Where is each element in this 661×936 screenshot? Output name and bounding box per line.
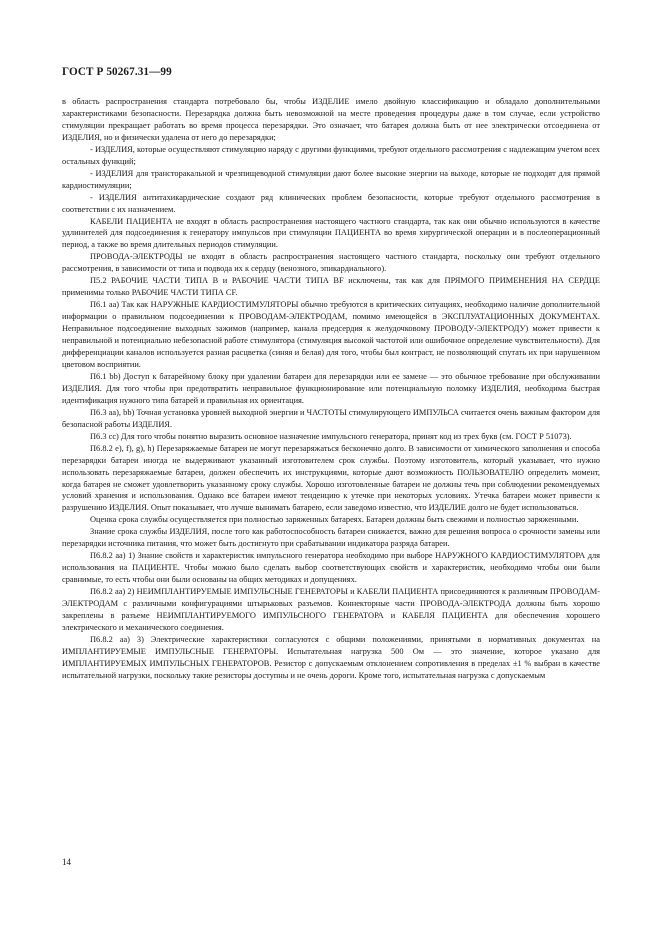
paragraph: П5.2 РАБОЧИЕ ЧАСТИ ТИПА В и РАБОЧИЕ ЧАСТИ ТИПА BF исключены, так как для ПРЯМОГО ПРИМЕНЕНИЯ НА СЕРДЦЕ применимы только РАБОЧИЕ ЧАСТИ ТИПА CF.	[62, 276, 600, 298]
paragraph: П6.8.2 аа) 1) Знание свойств и характеристик импульсного генератора необходимо при выборе НАРУЖНОГО КАРДИОСТИМУЛЯТОРА для использования на ПАЦИЕНТЕ. Чтобы можно было сделать выбор соответствующих свойств и характеристик, необходимо чтобы они были сравнимые, то есть чтобы они были основаны на общих методиках и допущениях.	[62, 551, 600, 585]
paragraph: Оценка срока службы осуществляется при полностью заряженных батареях. Батареи должны быть свежими и полностью заряженными.	[90, 515, 579, 525]
document-body	[62, 96, 600, 682]
paragraph: ПРОВОДА-ЭЛЕКТРОДЫ не входят в область распространения настоящего частного стандарта, поскольку они требуют отдельного рассмотрения, в зависимости от типа и подвода их к сердцу (венозного, эпикардиального).	[62, 252, 600, 274]
paragraph: П6.1 аа) Так как НАРУЖНЫЕ КАРДИОСТИМУЛЯТОРЫ обычно требуются в критических ситуациях, необходимо наличие дополнительной информации о правильном подсоединении к ПРОВОДАМ-ЭЛЕКТРОДАМ, помимо имеющейся в ЭКСПЛУАТАЦИОННЫХ ДОКУМЕНТАХ. Неправильное подсоединение выходных зажимов (например, канала предсердия к желудочковому ПРОВОДУ-ЭЛЕКТРОДУ) может привести к неправильной и потенциально небезопасной работе стимулятора (стимуляция высокой частотой или ошибочное определение чувствительности). Для дифференциации каналов используется разная расцветка (синяя и белая) для того, чтобы был контраст, не позволяющий спутать их при нарушенном цветовом восприятии.	[62, 300, 600, 369]
paragraph: П6.8.2 аа) 3) Электрические характеристики согласуются с общими положениями, принятыми в нормативных документах на ИМПЛАНТИРУЕМЫЕ ИМПУЛЬСНЫЕ ГЕНЕРАТОРЫ. Испытательная нагрузка 500 Ом — это значение, которое указано для ИМПЛАНТИРУЕМЫХ ИМПУЛЬСНЫХ ГЕНЕРАТОРОВ. Резистор с допускаемым отклонением сопротивления в пределах ±1 % выбран в качестве испытательной нагрузки, поскольку такие резисторы доступны и не очень дороги. Кроме того, испытательная нагрузка с допускаемым	[62, 634, 600, 680]
paragraph: П6.3 сс) Для того чтобы понятно выразить основное назначение импульсного генератора, принят код из трех букв (см. ГОСТ Р 51073).	[90, 431, 572, 441]
paragraph: Знание срока службы ИЗДЕЛИЯ, после того как работоспособность батареи снижается, важно для решения вопроса о срочности замены или перезарядки источника питания, что может быть достигнуто при срабатывании индикатора разряда батареи.	[62, 527, 600, 549]
list-item: - ИЗДЕЛИЯ для трансторакальной и чрезпищеводной стимуляции дают более высокие энергии на выходе, которые не подходят для прямой кардиостимуляции;	[62, 168, 600, 190]
list-item: - ИЗДЕЛИЯ антитахикардические создают ряд клинических проблем безопасности, которые требуют отдельного рассмотрения в соответствии с их назначением.	[62, 192, 600, 214]
list-item: - ИЗДЕЛИЯ, которые осуществляют стимуляцию наряду с другими функциями, требуют отдельного рассмотрения с надлежащим учетом всех остальных функций;	[62, 144, 600, 166]
page-number: 14	[62, 857, 71, 867]
paragraph: П6.8.2 е), f), g), h) Перезаряжаемые батареи не могут перезаряжаться бесконечно долго. В зависимости от химического заполнения и способа перезарядки батареи иногда не выдерживают указанный изготовителем срок службы. Поэтому изготовитель, который указывает, что нужно использовать перезаряжаемые батареи, должен обеспечить их инструкциями, которые дают возможность ПОЛЬЗОВАТЕЛЮ определить момент, когда батарея не сможет удовлетворить указанному сроку службы. Хорошо изготовленные батареи не должны течь при соблюдении рекомендуемых условий хранения и использования. Однако все батареи имеют тенденцию к утечке при некоторых условиях. Утечка батареи может привести к разрушению ИЗДЕЛИЯ. Опыт показывает, что лучше вынимать батарею, если заведомо известно, что ИЗДЕЛИЕ долго не будет использоваться.	[62, 443, 600, 513]
paragraph: П6.8.2 аа) 2) НЕИМПЛАНТИРУЕМЫЕ ИМПУЛЬСНЫЕ ГЕНЕРАТОРЫ и КАБЕЛИ ПАЦИЕНТА присоединяются к различным ПРОВОДАМ-ЭЛЕКТРОДАМ с различными конфигурациями штырьковых разъемов. Коннекторные части ПРОВОДА-ЭЛЕКТРОДА должны быть хорошо закреплены в разъеме НЕИМПЛАНТИРУЕМОГО ИМПУЛЬСНОГО ГЕНЕРАТОРА и КАБЕЛЯ ПАЦИЕНТА для обеспечения хорошего электрического и механического соединения.	[62, 587, 600, 632]
paragraph: П6.1 bb) Доступ к батарейному блоку при удалении батареи для перезарядки или ее замене — это обычное требование при обслуживании ИЗДЕЛИЯ. Для того чтобы при предотвратить неправильное функционирование или потенциальную поломку ИЗДЕЛИЯ, необходима быстрая идентификация нужного типа батарей и правильная их ориентация.	[62, 371, 600, 405]
paragraph: в область распространения стандарта потребовало бы, чтобы ИЗДЕЛИЕ имело двойную классификацию и обладало дополнительными характеристиками безопасности. Перезарядка должна быть невозможной на месте проведения процедуры даже в том случае, если устройство стимуляции прекращает работать во время процесса перезарядки. Это означает, что батарея должна быть от нее электрически отсоединена от ИЗДЕЛИЯ, но и физически удалена от него до перезарядки;	[62, 97, 600, 142]
paragraph: КАБЕЛИ ПАЦИЕНТА не входят в область распространения настоящего частного стандарта, так как они обычно используются в качестве удлинителей для подсоединения к генератору импульсов при стимуляции ПАЦИЕНТА во время хирургической операции и в послеоперационный период, а также во время длительных периодов стимуляции.	[62, 216, 600, 250]
paragraph: П6.3 аа), bb) Точная установка уровней выходной энергии и ЧАСТОТЫ стимулирующего ИМПУЛЬСА считается очень важным фактором для безопасной работы ИЗДЕЛИЯ.	[62, 407, 600, 429]
standard-header: ГОСТ Р 50267.31—99	[62, 66, 172, 78]
